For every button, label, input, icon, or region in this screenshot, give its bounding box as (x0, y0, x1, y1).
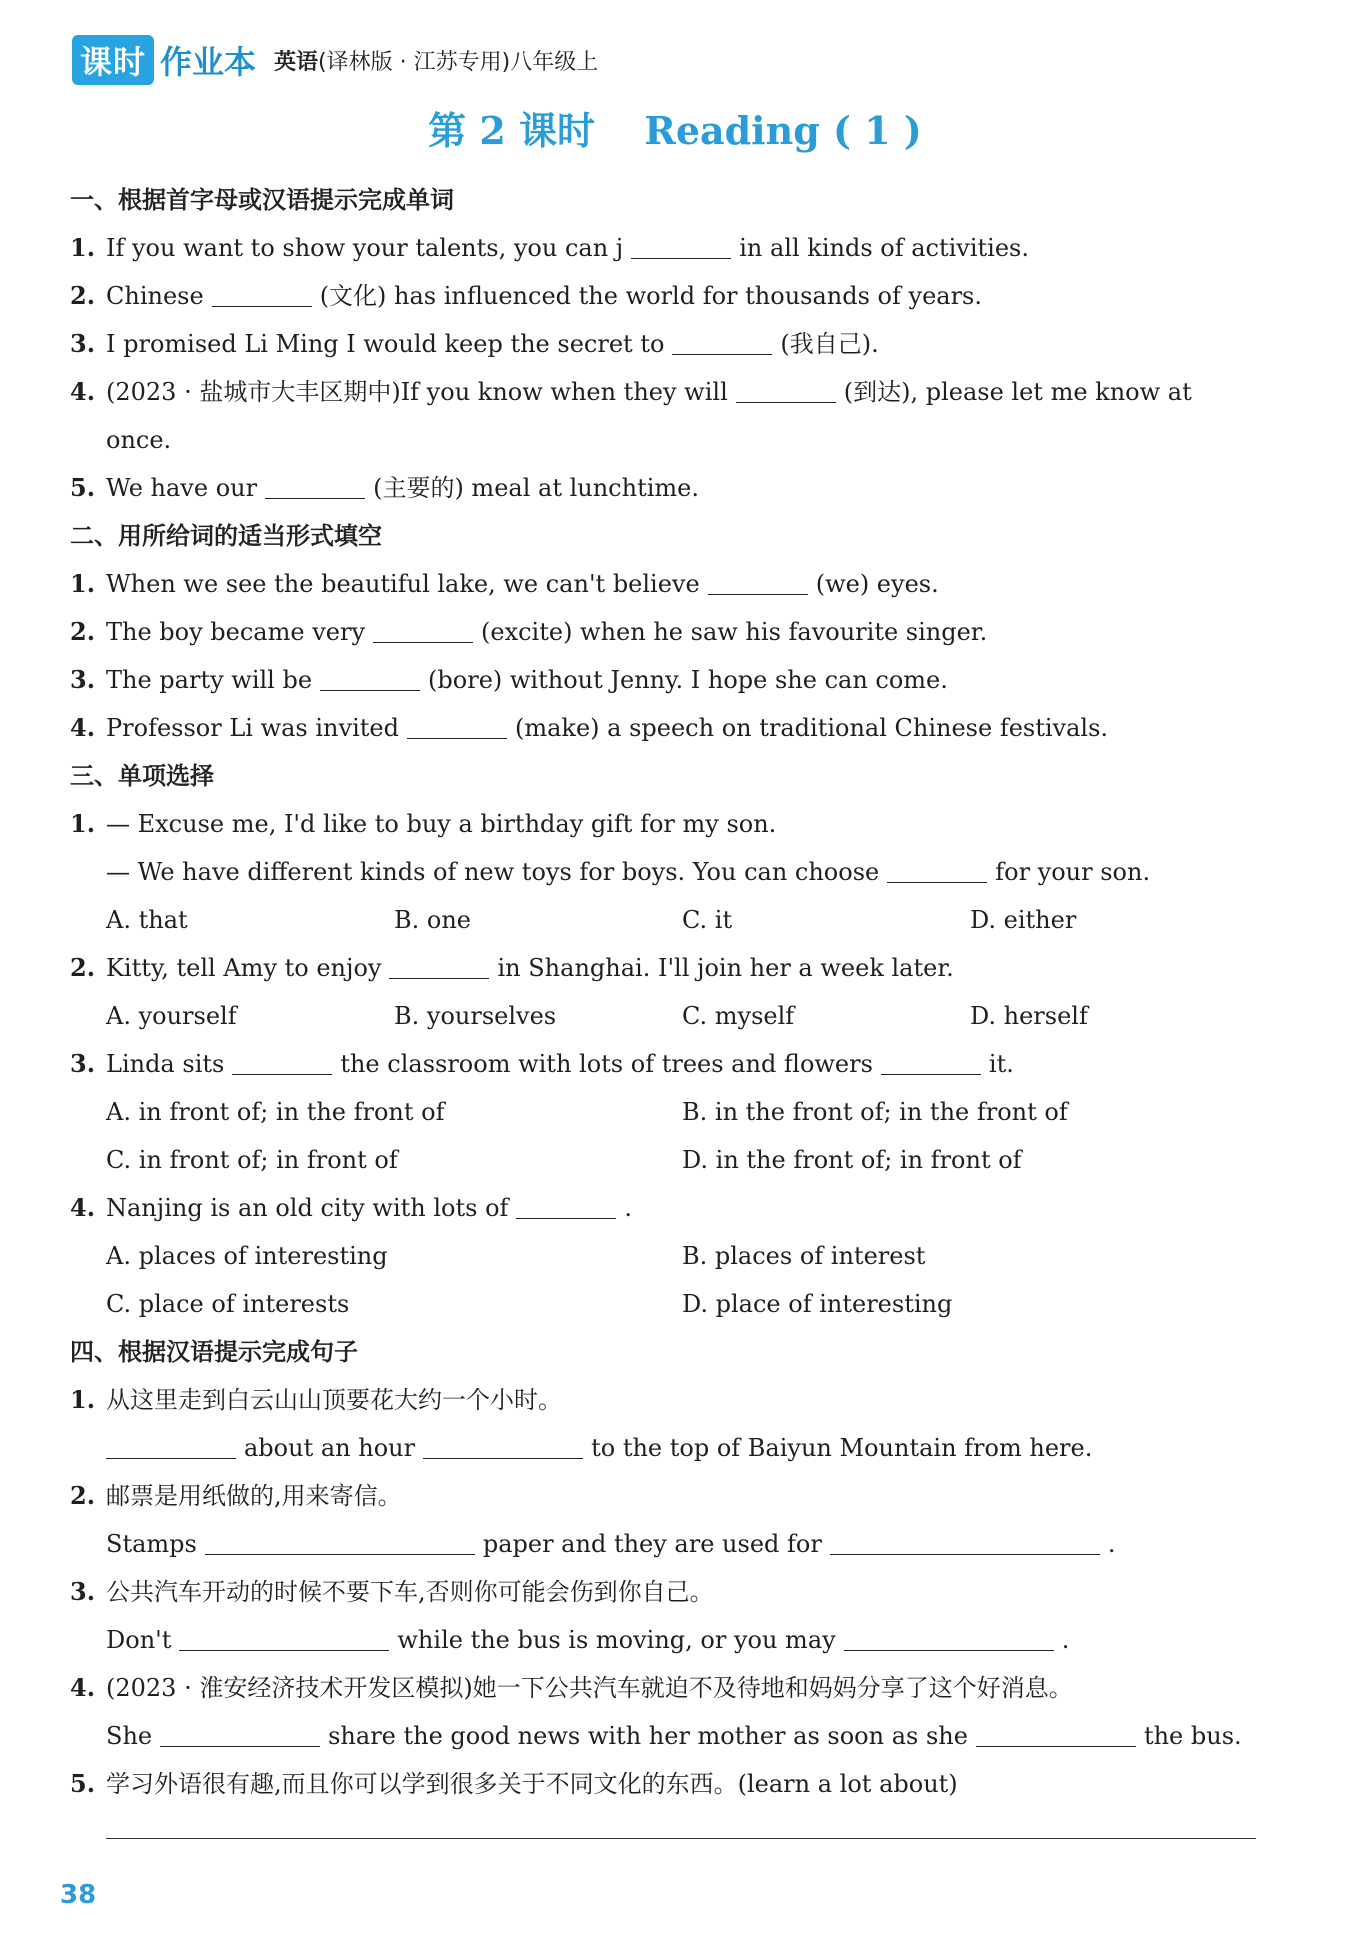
question-text: to the top of Baiyun Mountain from here. (591, 1434, 1093, 1462)
answer-blank[interactable] (160, 1720, 320, 1747)
question-text: the bus. (1143, 1722, 1242, 1750)
question-text: (主要的) meal at lunchtime. (373, 474, 699, 502)
option-d[interactable]: D. herself (970, 1002, 1088, 1030)
question (70, 368, 1270, 416)
question (70, 704, 1270, 752)
option-a[interactable]: A. in front of; in the front of (106, 1098, 445, 1126)
option-row (70, 896, 1270, 944)
question (70, 1664, 1270, 1712)
question-number: 3. (70, 1577, 96, 1606)
question-number: 4. (70, 377, 96, 406)
subject-name: 英语 (274, 49, 319, 75)
question-text: Professor Li was invited (106, 714, 399, 742)
answer-blank[interactable] (631, 232, 731, 259)
lesson-name: Reading ( 1 ) (644, 108, 922, 153)
option-a[interactable]: A. that (106, 906, 188, 934)
logo-text: 作业本 (160, 43, 257, 81)
question-number: 3. (70, 329, 96, 358)
question-text: about an hour (244, 1434, 416, 1462)
question-number: 5. (70, 473, 96, 502)
answer-blank[interactable] (672, 328, 772, 355)
question (70, 800, 1270, 848)
question (70, 944, 1270, 992)
answer-blank[interactable] (708, 568, 808, 595)
question-text: Don't (106, 1626, 172, 1654)
question-text: it. (988, 1050, 1014, 1078)
question-text: . (1107, 1530, 1116, 1558)
question-text: Stamps (106, 1530, 197, 1558)
question-text: (文化) has influenced the world for thousands of years. (319, 282, 982, 310)
answer-blank[interactable] (830, 1528, 1100, 1555)
question-text: I promised Li Ming I would keep the secret to (106, 330, 665, 358)
answer-blank[interactable] (212, 280, 312, 307)
answer-blank[interactable] (106, 1432, 236, 1459)
answer-blank[interactable] (887, 856, 987, 883)
subject-label (274, 45, 598, 76)
option-row (70, 992, 1270, 1040)
question-text: When we see the beautiful lake, we can't believe (106, 570, 700, 598)
chinese-prompt: 从这里走到白云山山顶要花大约一个小时。 (106, 1386, 562, 1414)
question-text: She (106, 1722, 153, 1750)
question-text: (到达), please let me know at (843, 378, 1192, 406)
lesson-number: 第 2 课时 (428, 108, 595, 153)
answer-blank[interactable] (407, 712, 507, 739)
option-row (70, 1280, 1270, 1328)
answer-blank[interactable] (516, 1192, 616, 1219)
answer-blank[interactable] (881, 1048, 981, 1075)
question-continuation (70, 848, 1270, 896)
question-text: The boy became very (106, 618, 365, 646)
question-number: 2. (70, 953, 96, 982)
section-title: 二、用所给词的适当形式填空 (70, 522, 382, 550)
chinese-prompt: (2023 · 淮安经济技术开发区模拟)她一下公共汽车就迫不及待地和妈妈分享了这个好消息。 (106, 1674, 1073, 1702)
option-c[interactable]: C. place of interests (106, 1290, 350, 1318)
question-continuation: once. (106, 426, 172, 454)
question (70, 1472, 1270, 1520)
question-number: 2. (70, 1481, 96, 1510)
question-number: 4. (70, 713, 96, 742)
answer-line (70, 1712, 1270, 1760)
option-d[interactable]: D. place of interesting (682, 1290, 953, 1318)
answer-blank[interactable] (265, 472, 365, 499)
question-text: (we) eyes. (815, 570, 939, 598)
question-number: 1. (70, 233, 96, 262)
answer-blank[interactable] (736, 376, 836, 403)
option-b[interactable]: B. in the front of; in the front of (682, 1098, 1068, 1126)
answer-line-blank[interactable] (106, 1838, 1256, 1839)
page-number: 38 (60, 1880, 97, 1910)
question (70, 1568, 1270, 1616)
question (70, 656, 1270, 704)
question-number: 3. (70, 665, 96, 694)
question-text: . (624, 1194, 633, 1222)
answer-blank[interactable] (373, 616, 473, 643)
option-row (70, 1136, 1270, 1184)
answer-line (70, 1616, 1270, 1664)
question (70, 1376, 1270, 1424)
question-text: Chinese (106, 282, 204, 310)
option-c[interactable]: C. it (682, 906, 733, 934)
option-a[interactable]: A. yourself (106, 1002, 237, 1030)
question-number: 2. (70, 617, 96, 646)
option-row (70, 1088, 1270, 1136)
question (70, 1760, 1270, 1808)
answer-blank[interactable] (232, 1048, 332, 1075)
option-b[interactable]: B. one (394, 906, 472, 934)
answer-blank[interactable] (320, 664, 420, 691)
question-text: the classroom with lots of trees and flowers (340, 1050, 873, 1078)
section-title: 四、根据汉语提示完成句子 (70, 1338, 358, 1366)
question (70, 224, 1270, 272)
question-text: . (1061, 1626, 1070, 1654)
question-text: Kitty, tell Amy to enjoy (106, 954, 382, 982)
question-number: 2. (70, 281, 96, 310)
question-text: Linda sits (106, 1050, 225, 1078)
book-header (72, 34, 598, 86)
answer-blank[interactable] (179, 1624, 389, 1651)
option-c[interactable]: C. in front of; in front of (106, 1146, 398, 1174)
question-text: (bore) without Jenny. I hope she can come. (428, 666, 948, 694)
question (70, 272, 1270, 320)
answer-blank[interactable] (389, 952, 489, 979)
subject-detail: (译林版 · 江苏专用)八年级上 (318, 49, 599, 75)
question-number: 4. (70, 1193, 96, 1222)
option-d[interactable]: D. in the front of; in front of (682, 1146, 1022, 1174)
option-c[interactable]: C. myself (682, 1002, 795, 1030)
question-number: 4. (70, 1673, 96, 1702)
question-text: while the bus is moving, or you may (397, 1626, 836, 1654)
answer-blank[interactable] (205, 1528, 475, 1555)
question-text: — Excuse me, I'd like to buy a birthday gift for my son. (106, 810, 777, 838)
question-text: The party will be (106, 666, 313, 694)
answer-line (70, 1424, 1270, 1472)
question-text: for your son. (995, 858, 1151, 886)
question (70, 608, 1270, 656)
question-text: Nanjing is an old city with lots of (106, 1194, 509, 1222)
chinese-prompt: 公共汽车开动的时候不要下车,否则你可能会伤到你自己。 (106, 1578, 714, 1606)
answer-line (70, 1520, 1270, 1568)
question (70, 320, 1270, 368)
question-number: 1. (70, 569, 96, 598)
question-number: 1. (70, 809, 96, 838)
answer-blank[interactable] (976, 1720, 1136, 1747)
option-b[interactable]: B. yourselves (394, 1002, 557, 1030)
question-number: 1. (70, 1385, 96, 1414)
question-text: in Shanghai. I'll join her a week later. (497, 954, 954, 982)
question-text: paper and they are used for (482, 1530, 822, 1558)
question (70, 560, 1270, 608)
worksheet-content (70, 176, 1270, 1808)
option-b[interactable]: B. places of interest (682, 1242, 926, 1270)
question-text: We have our (106, 474, 258, 502)
lesson-title (0, 100, 1350, 155)
option-a[interactable]: A. places of interesting (106, 1242, 388, 1270)
question-text: share the good news with her mother as soon as she (328, 1722, 968, 1750)
logo-mark: 课时 (72, 35, 154, 85)
section-title: 一、根据首字母或汉语提示完成单词 (70, 186, 454, 214)
option-row (70, 1232, 1270, 1280)
answer-blank[interactable] (844, 1624, 1054, 1651)
question (70, 1184, 1270, 1232)
question-text: — We have different kinds of new toys for boys. You can choose (106, 858, 880, 886)
question-text: in all kinds of activities. (739, 234, 1030, 262)
chinese-prompt: 邮票是用纸做的,用来寄信。 (106, 1482, 402, 1510)
question-text: (make) a speech on traditional Chinese festivals. (514, 714, 1109, 742)
question-text: (我自己). (780, 330, 879, 358)
section-title: 三、单项选择 (70, 762, 214, 790)
chinese-prompt: 学习外语很有趣,而且你可以学到很多关于不同文化的东西。(learn a lot about) (106, 1770, 958, 1798)
question (70, 1040, 1270, 1088)
question-text: (2023 · 盐城市大丰区期中)If you know when they will (106, 378, 728, 406)
question-number: 3. (70, 1049, 96, 1078)
answer-blank[interactable] (423, 1432, 583, 1459)
question (70, 464, 1270, 512)
question-text: If you want to show your talents, you can j (106, 234, 624, 262)
question-text: (excite) when he saw his favourite singer. (481, 618, 988, 646)
option-d[interactable]: D. either (970, 906, 1077, 934)
question-number: 5. (70, 1769, 96, 1798)
